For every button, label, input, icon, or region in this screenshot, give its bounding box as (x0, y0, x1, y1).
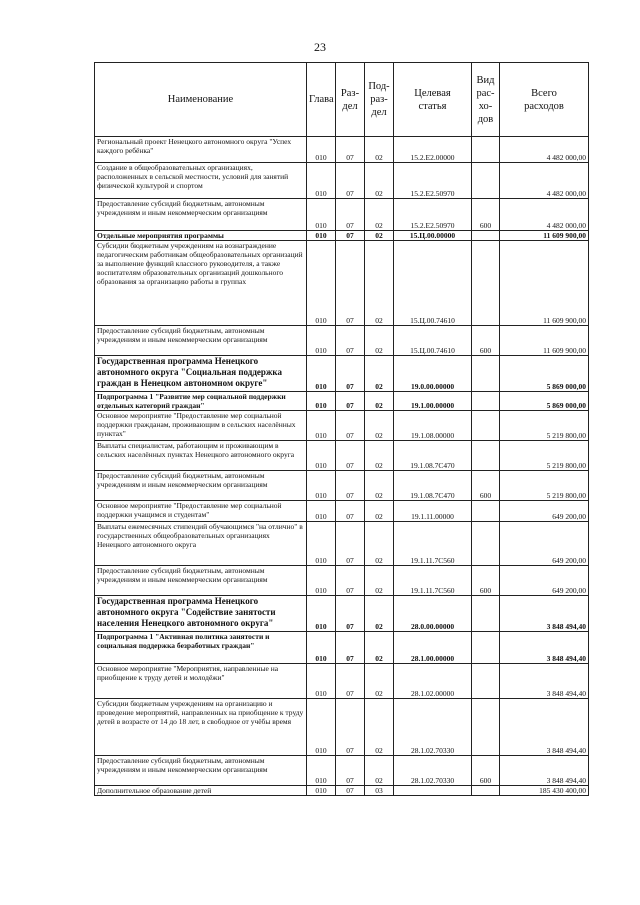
row-target: 19.1.08.7C470 (394, 441, 472, 471)
table-row (95, 411, 589, 441)
row-total: 5 219 800,00 (500, 441, 589, 471)
row-total: 11 609 900,00 (500, 326, 589, 356)
row-chapter: 010 (307, 699, 336, 756)
row-chapter: 010 (307, 392, 336, 411)
row-name: Предоставление субсидий бюджетным, автономным учреждениям и иным некоммерческим организациям (95, 566, 307, 596)
row-name: Государственная программа Ненецкого автономного округа "Содействие занятости населения Ненецкого автономного округа" (95, 596, 307, 632)
row-subsection: 02 (365, 231, 394, 241)
row-subsection: 03 (365, 786, 394, 796)
row-name: Основное мероприятие "Мероприятия, направленные на приобщение к труду детей и молодёжи" (95, 664, 307, 699)
table-row (95, 471, 589, 501)
row-subsection: 02 (365, 137, 394, 163)
row-target: 15.2.E2.00000 (394, 137, 472, 163)
row-target (394, 786, 472, 796)
table-row (95, 137, 589, 163)
row-name: Выплаты специалистам, работающим и проживающим в сельских населённых пунктах Ненецкого автономного округа (95, 441, 307, 471)
row-total: 3 848 494,40 (500, 699, 589, 756)
row-chapter: 010 (307, 522, 336, 566)
row-subsection: 02 (365, 441, 394, 471)
row-type (472, 441, 500, 471)
row-name: Субсидии бюджетным учреждениям на вознаграждение педагогическим работникам общеобразовательных организаций за выполнение функций классного руководителя, а также воспитателям образовательных организаций дошкольного образования за организацию работы в группах (95, 241, 307, 326)
header-name: Наименование (95, 63, 307, 137)
row-section: 07 (336, 786, 365, 796)
row-type: 600 (472, 326, 500, 356)
table-row (95, 501, 589, 522)
row-name: Основное мероприятие "Предоставление мер социальной поддержки гражданам, проживающим в сельских населённых пунктах" (95, 411, 307, 441)
table-row (95, 664, 589, 699)
row-section: 07 (336, 632, 365, 664)
row-section: 07 (336, 241, 365, 326)
row-name: Предоставление субсидий бюджетным, автономным учреждениям и иным некоммерческим организациям (95, 756, 307, 786)
row-section: 07 (336, 163, 365, 199)
row-subsection: 02 (365, 392, 394, 411)
row-subsection: 02 (365, 632, 394, 664)
table-row (95, 326, 589, 356)
row-chapter: 010 (307, 241, 336, 326)
row-total: 11 609 900,00 (500, 241, 589, 326)
row-target: 15.Ц.00.74610 (394, 326, 472, 356)
row-name: Отдельные мероприятия программы (95, 231, 307, 241)
row-section: 07 (336, 471, 365, 501)
row-section: 07 (336, 756, 365, 786)
row-section: 07 (336, 411, 365, 441)
row-total: 5 219 800,00 (500, 471, 589, 501)
row-total: 4 482 000,00 (500, 163, 589, 199)
row-chapter: 010 (307, 441, 336, 471)
row-type (472, 632, 500, 664)
row-chapter: 010 (307, 326, 336, 356)
row-total: 3 848 494,40 (500, 596, 589, 632)
row-total: 3 848 494,40 (500, 756, 589, 786)
row-subsection: 02 (365, 756, 394, 786)
row-chapter: 010 (307, 566, 336, 596)
row-name: Дополнительное образование детей (95, 786, 307, 796)
header-target: Целевая статья (394, 63, 472, 137)
row-type (472, 356, 500, 392)
row-target: 19.0.00.00000 (394, 356, 472, 392)
row-total: 3 848 494,40 (500, 664, 589, 699)
row-total: 185 430 400,00 (500, 786, 589, 796)
table-row (95, 699, 589, 756)
row-total: 5 869 000,00 (500, 392, 589, 411)
row-type (472, 241, 500, 326)
row-total: 3 848 494,40 (500, 632, 589, 664)
table-row (95, 163, 589, 199)
row-section: 07 (336, 356, 365, 392)
row-section: 07 (336, 566, 365, 596)
row-type (472, 501, 500, 522)
table-header-row (95, 63, 589, 137)
row-section: 07 (336, 664, 365, 699)
row-section: 07 (336, 231, 365, 241)
row-target: 15.2.E2.50970 (394, 163, 472, 199)
row-subsection: 02 (365, 471, 394, 501)
row-subsection: 02 (365, 501, 394, 522)
table-row (95, 522, 589, 566)
table-row (95, 786, 589, 796)
row-total: 649 200,00 (500, 522, 589, 566)
row-subsection: 02 (365, 241, 394, 326)
row-chapter: 010 (307, 786, 336, 796)
row-total: 649 200,00 (500, 566, 589, 596)
row-subsection: 02 (365, 566, 394, 596)
header-total: Всего расходов (500, 63, 589, 137)
row-target: 19.1.11.7C560 (394, 566, 472, 596)
row-name: Региональный проект Ненецкого автономного округа "Успех каждого ребёнка" (95, 137, 307, 163)
row-name: Предоставление субсидий бюджетным, автономным учреждениям и иным некоммерческим организациям (95, 199, 307, 231)
row-type: 600 (472, 566, 500, 596)
row-total: 11 609 900,00 (500, 231, 589, 241)
row-subsection: 02 (365, 522, 394, 566)
row-chapter: 010 (307, 411, 336, 441)
row-total: 5 219 800,00 (500, 411, 589, 441)
row-name: Основное мероприятие "Предоставление мер социальной поддержки учащимся и студентам" (95, 501, 307, 522)
row-name: Государственная программа Ненецкого автономного округа "Социальная поддержка граждан в Ненецком автономном округе" (95, 356, 307, 392)
row-target: 15.Ц.00.74610 (394, 241, 472, 326)
row-subsection: 02 (365, 199, 394, 231)
row-target: 28.1.02.70330 (394, 699, 472, 756)
page-number: 23 (314, 40, 326, 54)
row-type (472, 596, 500, 632)
row-type (472, 137, 500, 163)
row-subsection: 02 (365, 664, 394, 699)
row-name: Выплаты ежемесячных стипендий обучающимся "на отлично" в государственных общеобразовательных организациях Ненецкого автономного округа (95, 522, 307, 566)
row-type (472, 522, 500, 566)
table-row (95, 566, 589, 596)
row-target: 15.Ц.00.00000 (394, 231, 472, 241)
row-total: 4 482 000,00 (500, 137, 589, 163)
row-subsection: 02 (365, 411, 394, 441)
row-section: 07 (336, 522, 365, 566)
row-type (472, 699, 500, 756)
header-section: Раз- дел (336, 63, 365, 137)
row-type: 600 (472, 756, 500, 786)
row-section: 07 (336, 326, 365, 356)
row-type (472, 786, 500, 796)
row-type (472, 411, 500, 441)
row-type (472, 163, 500, 199)
row-target: 15.2.E2.50970 (394, 199, 472, 231)
row-chapter: 010 (307, 596, 336, 632)
row-chapter: 010 (307, 199, 336, 231)
row-type (472, 231, 500, 241)
row-chapter: 010 (307, 356, 336, 392)
row-chapter: 010 (307, 137, 336, 163)
row-subsection: 02 (365, 356, 394, 392)
row-name: Подпрограмма 1 "Развитие мер социальной поддержки отдельных категорий граждан" (95, 392, 307, 411)
row-type (472, 392, 500, 411)
table-row (95, 441, 589, 471)
row-target: 28.0.00.00000 (394, 596, 472, 632)
row-type (472, 664, 500, 699)
row-target: 19.1.00.00000 (394, 392, 472, 411)
row-section: 07 (336, 596, 365, 632)
row-name: Подпрограмма 1 "Активная политика занятости и социальная поддержка безработных граждан" (95, 632, 307, 664)
row-total: 649 200,00 (500, 501, 589, 522)
table-row (95, 231, 589, 241)
row-subsection: 02 (365, 596, 394, 632)
table-row (95, 756, 589, 786)
row-chapter: 010 (307, 664, 336, 699)
row-target: 19.1.11.7C560 (394, 522, 472, 566)
table-row (95, 632, 589, 664)
budget-table (94, 62, 589, 796)
row-chapter: 010 (307, 501, 336, 522)
table-row (95, 241, 589, 326)
row-section: 07 (336, 441, 365, 471)
row-subsection: 02 (365, 699, 394, 756)
table-row (95, 596, 589, 632)
row-target: 19.1.08.00000 (394, 411, 472, 441)
row-section: 07 (336, 137, 365, 163)
row-target: 28.1.02.70330 (394, 756, 472, 786)
header-subsection: Под- раз- дел (365, 63, 394, 137)
row-target: 28.1.02.00000 (394, 664, 472, 699)
row-section: 07 (336, 699, 365, 756)
row-chapter: 010 (307, 471, 336, 501)
row-type: 600 (472, 199, 500, 231)
row-target: 19.1.11.00000 (394, 501, 472, 522)
row-chapter: 010 (307, 756, 336, 786)
row-chapter: 010 (307, 632, 336, 664)
row-target: 19.1.08.7C470 (394, 471, 472, 501)
row-name: Предоставление субсидий бюджетным, автономным учреждениям и иным некоммерческим организациям (95, 326, 307, 356)
row-section: 07 (336, 501, 365, 522)
table-row (95, 199, 589, 231)
row-chapter: 010 (307, 231, 336, 241)
row-target: 28.1.00.00000 (394, 632, 472, 664)
row-name: Создание в общеобразовательных организациях, расположенных в сельской местности, условий для занятий физической культурой и спортом (95, 163, 307, 199)
table-row (95, 356, 589, 392)
row-section: 07 (336, 392, 365, 411)
header-chapter: Глава (307, 63, 336, 137)
row-total: 5 869 000,00 (500, 356, 589, 392)
header-type: Вид рас- хо- дов (472, 63, 500, 137)
row-type: 600 (472, 471, 500, 501)
row-chapter: 010 (307, 163, 336, 199)
table-row (95, 392, 589, 411)
row-total: 4 482 000,00 (500, 199, 589, 231)
row-subsection: 02 (365, 163, 394, 199)
row-name: Предоставление субсидий бюджетным, автономным учреждениям и иным некоммерческим организациям (95, 471, 307, 501)
row-name: Субсидии бюджетным учреждениям на организацию и проведение мероприятий, направленных на приобщение к труду детей в возрасте от 14 до 18 лет, в свободное от учёбы время (95, 699, 307, 756)
row-section: 07 (336, 199, 365, 231)
row-subsection: 02 (365, 326, 394, 356)
